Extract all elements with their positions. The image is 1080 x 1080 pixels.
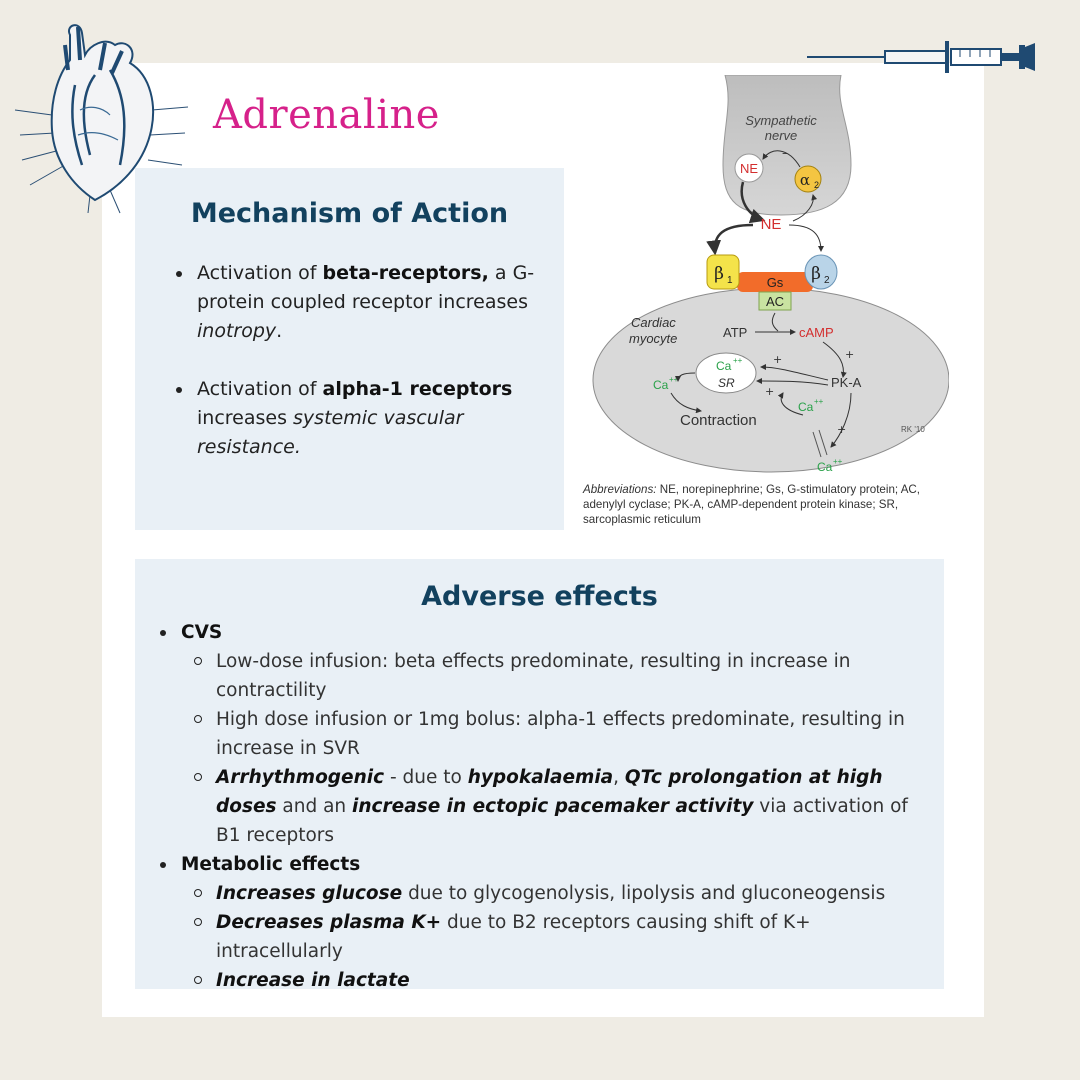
metabolic-sublist	[181, 879, 944, 995]
text: - due to	[384, 767, 468, 788]
text: due to glycogenolysis, lipolysis and gluconeogensis	[402, 883, 886, 904]
abbreviations-text: NE, norepinephrine; Gs, G-stimulatory protein; AC, adenylyl cyclase; PK-A, cAMP-dependent protein kinase; SR, sarcoplasmic reticulum	[583, 483, 921, 526]
mechanism-panel	[135, 168, 564, 530]
page-title: Adrenaline	[213, 92, 440, 138]
ca-extra-label: Ca	[817, 460, 833, 474]
beta2-symbol: β	[811, 264, 821, 284]
list-item	[197, 375, 542, 462]
contraction-label: Contraction	[680, 412, 757, 429]
list-item	[216, 763, 916, 850]
nerve-label-2: nerve	[764, 128, 798, 143]
list-item	[181, 850, 944, 995]
metabolic-label: Metabolic effects	[181, 854, 361, 875]
beta1-sub: 1	[727, 275, 733, 286]
text: .	[276, 320, 283, 342]
beta1-symbol: β	[714, 264, 724, 284]
text: increases	[197, 407, 294, 429]
alpha2-symbol: α	[799, 171, 811, 189]
list-item	[197, 259, 542, 346]
ca-influx-label: Ca	[798, 400, 814, 414]
cvs-label: CVS	[181, 622, 223, 643]
cvs-sublist	[181, 647, 944, 850]
list-item	[216, 908, 916, 966]
ac-label: AC	[765, 294, 785, 309]
receptor-pathway-figure	[583, 75, 949, 475]
qtc-term: QTc prolongation at high doses	[216, 767, 883, 817]
gs-label: Gs	[766, 275, 784, 290]
camp-label: cAMP	[799, 325, 834, 340]
text: due to B2 receptors causing shift of K+ intracellularly	[216, 912, 811, 962]
author-initials: RK '10	[901, 425, 925, 434]
text: and an	[276, 796, 353, 817]
ca-sr-label: Ca	[716, 359, 732, 373]
ne-released-label: NE	[760, 216, 782, 233]
lactate-term: Increase in lactate	[216, 970, 410, 991]
atp-label: ATP	[723, 325, 748, 340]
pka-label: PK-A	[831, 375, 862, 390]
list-item: High dose infusion or 1mg bolus: alpha-1 effects predominate, resulting in increase in SVR	[216, 705, 916, 763]
ectopic-term: increase in ectopic pacemaker activity	[352, 796, 754, 817]
text: a G-protein coupled receptor increases	[197, 262, 535, 313]
plus-sign: +	[773, 353, 783, 366]
beta-receptors-term: beta-receptors,	[322, 262, 489, 284]
alpha-1-receptors-term: alpha-1 receptors	[322, 378, 513, 400]
sr-label: SR	[718, 376, 735, 390]
text: Activation of	[197, 378, 323, 400]
text: via activation of B1 receptors	[216, 796, 908, 846]
mechanism-diagram	[583, 75, 949, 530]
mechanism-list	[135, 259, 564, 462]
potassium-term: Decreases plasma K+	[216, 912, 442, 933]
inotropy-term: inotropy	[197, 320, 277, 342]
plus-sign: +	[765, 385, 775, 398]
ca-cyto-sup: ++	[669, 375, 679, 384]
beta2-sub: 2	[824, 275, 830, 286]
plus-sign: +	[837, 423, 847, 436]
adverse-list	[135, 618, 944, 995]
list-item	[216, 879, 916, 908]
myocyte-label-1: Cardiac	[631, 315, 676, 330]
adverse-heading: Adverse effects	[421, 581, 658, 612]
abbreviations-note	[583, 482, 949, 527]
hypokalaemia-term: hypokalaemia	[467, 767, 614, 788]
text: ,	[613, 767, 625, 788]
minus-sign: –	[782, 146, 788, 160]
ca-cyto-label: Ca	[653, 378, 669, 392]
beta2-receptor	[805, 255, 837, 289]
glucose-term: Increases glucose	[216, 883, 403, 904]
adverse-effects-panel	[135, 559, 944, 989]
text: Activation of	[197, 262, 323, 284]
ca-influx-sup: ++	[814, 397, 824, 406]
ca-extra-sup: ++	[833, 457, 843, 466]
alpha2-sub: 2	[814, 180, 820, 190]
list-item: Low-dose infusion: beta effects predominate, resulting in increase in contractility	[216, 647, 916, 705]
arrhythmogenic-term: Arrhythmogenic	[216, 767, 385, 788]
myocyte-label-2: myocyte	[629, 331, 678, 346]
list-item	[181, 618, 944, 850]
svr-term: systemic vascular resistance.	[197, 407, 464, 458]
nerve-label-1: Sympathetic	[745, 113, 817, 128]
plus-sign: +	[845, 348, 855, 361]
abbreviations-label: Abbreviations:	[583, 483, 657, 496]
list-item	[216, 966, 916, 995]
mechanism-heading: Mechanism of Action	[190, 198, 509, 229]
ne-vesicle-label: NE	[739, 161, 759, 176]
ca-sr-sup: ++	[733, 356, 743, 365]
